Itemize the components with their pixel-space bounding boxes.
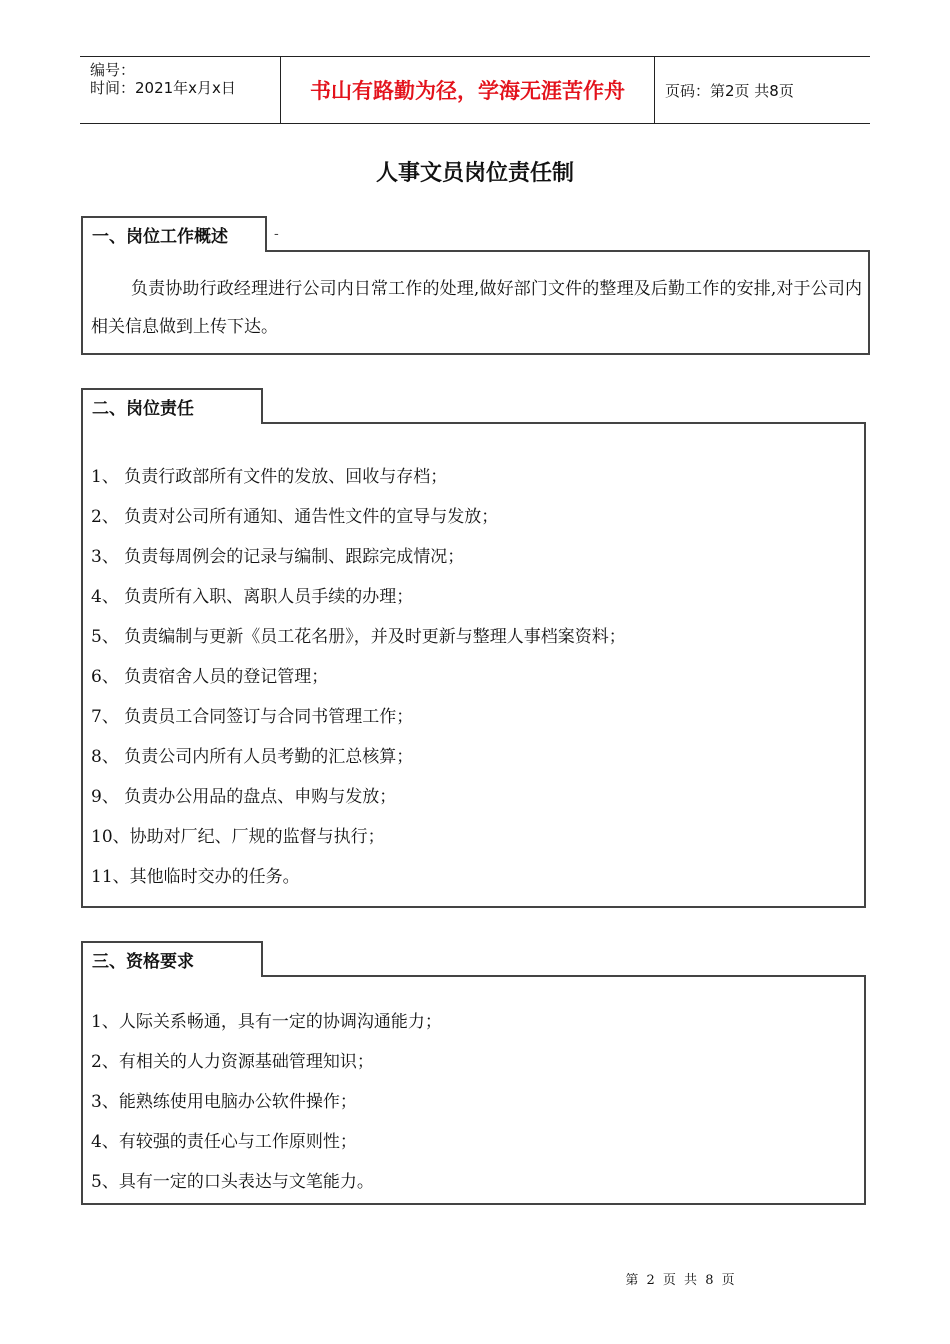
list-item: 5、 负责编制与更新《员工花名册》，并及时更新与整理人事档案资料； <box>91 627 626 647</box>
list-item: 11、其他临时交办的任务。 <box>91 867 300 887</box>
list-item: 2、有相关的人力资源基础管理知识； <box>91 1052 374 1072</box>
page-footer: 第 2 页 共 8 页 <box>625 1273 735 1288</box>
list-item: 5、具有一定的口头表达与文笔能力。 <box>91 1172 374 1192</box>
header-page-info: 页码：第2页 共8页 <box>665 81 794 100</box>
list-item: 4、有较强的责任心与工作原则性； <box>91 1132 357 1152</box>
list-item: 2、 负责对公司所有通知、通告性文件的宣导与发放； <box>91 507 499 527</box>
section-duties-box <box>81 422 866 908</box>
section-overview-marker: - <box>274 226 279 242</box>
header-meta <box>80 57 281 123</box>
list-item: 1、 负责行政部所有文件的发放、回收与存档； <box>91 467 448 487</box>
list-item: 3、 负责每周例会的记录与编制、跟踪完成情况； <box>91 547 465 567</box>
time-label: 时间：2021年x月x日 <box>90 79 236 97</box>
section-requirements-heading: 三、资格要求 <box>81 941 263 977</box>
section-overview-box <box>81 250 870 355</box>
document-title: 人事文员岗位责任制 <box>375 161 574 186</box>
list-item: 7、 负责员工合同签订与合同书管理工作； <box>91 707 414 727</box>
list-item: 1、人际关系畅通，具有一定的协调沟通能力； <box>91 1012 442 1032</box>
list-item: 10、协助对厂纪、厂规的监督与执行； <box>91 827 385 847</box>
header-slogan: 书山有路勤为径，学海无涯苦作舟 <box>281 57 655 123</box>
overview-text: 负责协助行政经理进行公司内日常工作的处理,做好部门文件的整理及后勤工作的安排,对于公司内相关信息做到上传下达。 <box>91 279 862 337</box>
section-requirements-box <box>81 975 866 1205</box>
list-item: 4、 负责所有入职、离职人员手续的办理； <box>91 587 414 607</box>
number-label: 编号： <box>90 61 136 79</box>
list-item: 3、能熟练使用电脑办公软件操作； <box>91 1092 357 1112</box>
list-item: 6、 负责宿舍人员的登记管理； <box>91 667 329 687</box>
list-item: 8、 负责公司内所有人员考勤的汇总核算； <box>91 747 414 767</box>
list-item: 9、 负责办公用品的盘点、申购与发放； <box>91 787 397 807</box>
section-duties-heading: 二、岗位责任 <box>81 388 263 424</box>
document-header <box>80 56 870 124</box>
section-overview-heading: 一、岗位工作概述 <box>81 216 267 252</box>
